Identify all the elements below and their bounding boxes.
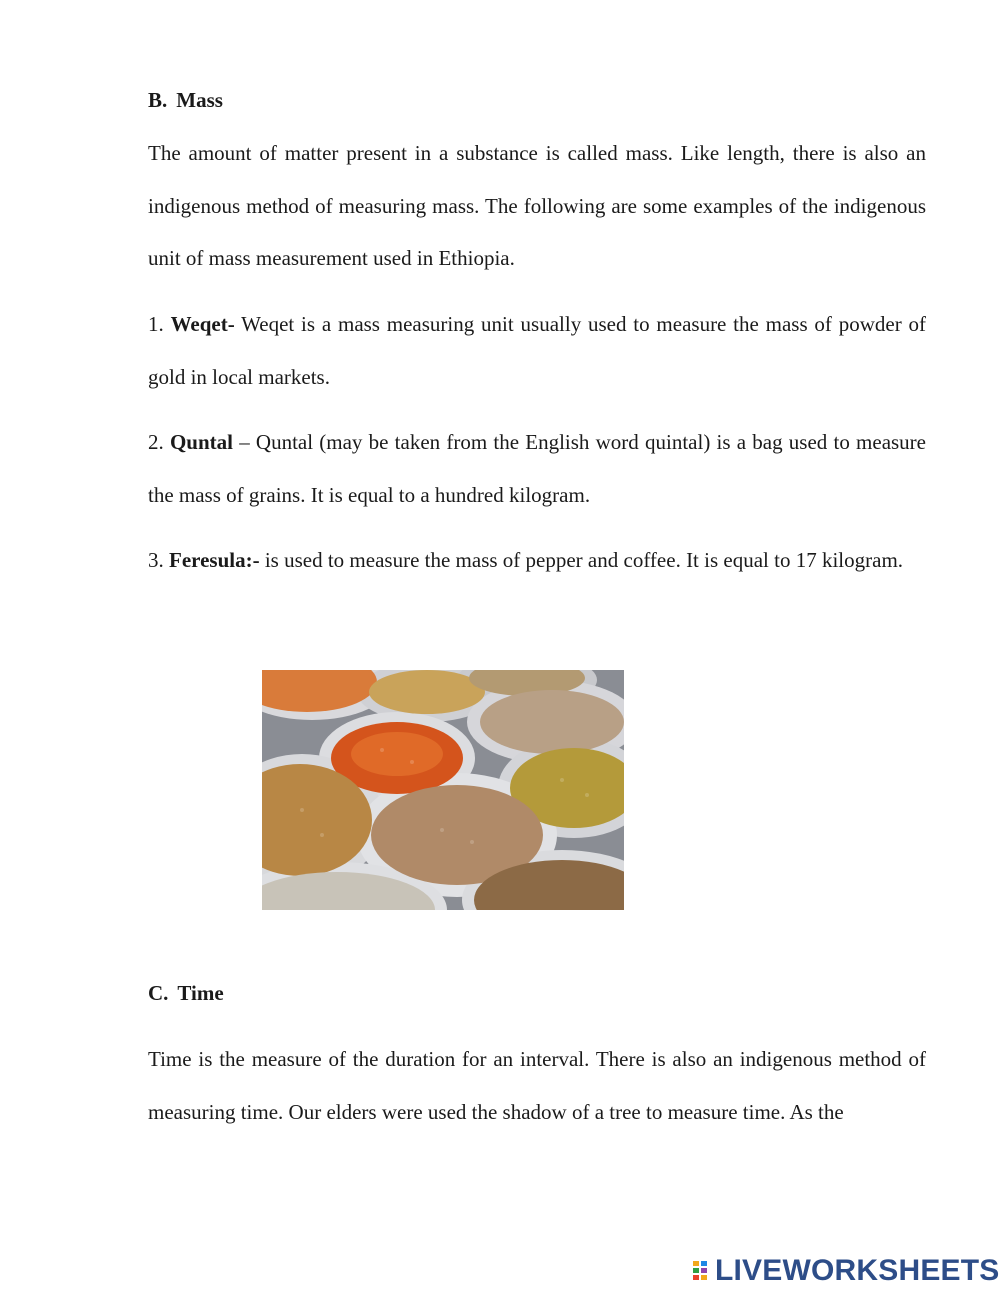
term-weqet: Weqet- [170,312,235,336]
section-b-title: Mass [176,88,223,112]
list-item-weqet [148,298,926,403]
item-number: 2. [148,430,164,454]
list-item-feresula [148,534,926,587]
term-feresula: Feresula:- [169,548,260,572]
section-c-heading [148,983,224,1004]
grain-sacks-photo [262,670,624,910]
liveworksheets-logo [693,1256,1000,1286]
section-b-heading [148,90,223,111]
time-definition-paragraph: Time is the measure of the duration for an interval. There is also an indigenous method of measuring time. Our elders were used the shadow of a tree to measure time. As the [148,1047,926,1124]
liveworksheets-wordmark: LIVEWORKSHEETS [715,1254,1000,1287]
term-quntal: Quntal [169,430,233,454]
list-item-quntal [148,416,926,521]
section-c-title: Time [177,981,224,1005]
section-b-letter: B. [148,88,168,112]
item-number: 1. [148,312,164,336]
item-text: – Quntal (may be taken from the English word quintal) is a bag used to measure the mass of grains. It is equal to a hundred kilogram. [148,430,926,507]
item-text: is used to measure the mass of pepper and coffee. It is equal to 17 kilogram. [259,548,904,572]
item-text: Weqet is a mass measuring unit usually used to measure the mass of powder of gold in local markets. [148,312,926,389]
section-c-letter: C. [148,981,169,1005]
liveworksheets-mark-icon [693,1259,712,1283]
mass-definition-paragraph: The amount of matter present in a substance is called mass. Like length, there is also an indigenous method of measuring mass. The following are some examples of the indigenous unit of mass measurement used in Ethiopia. [148,141,926,270]
item-number: 3. [148,548,164,572]
